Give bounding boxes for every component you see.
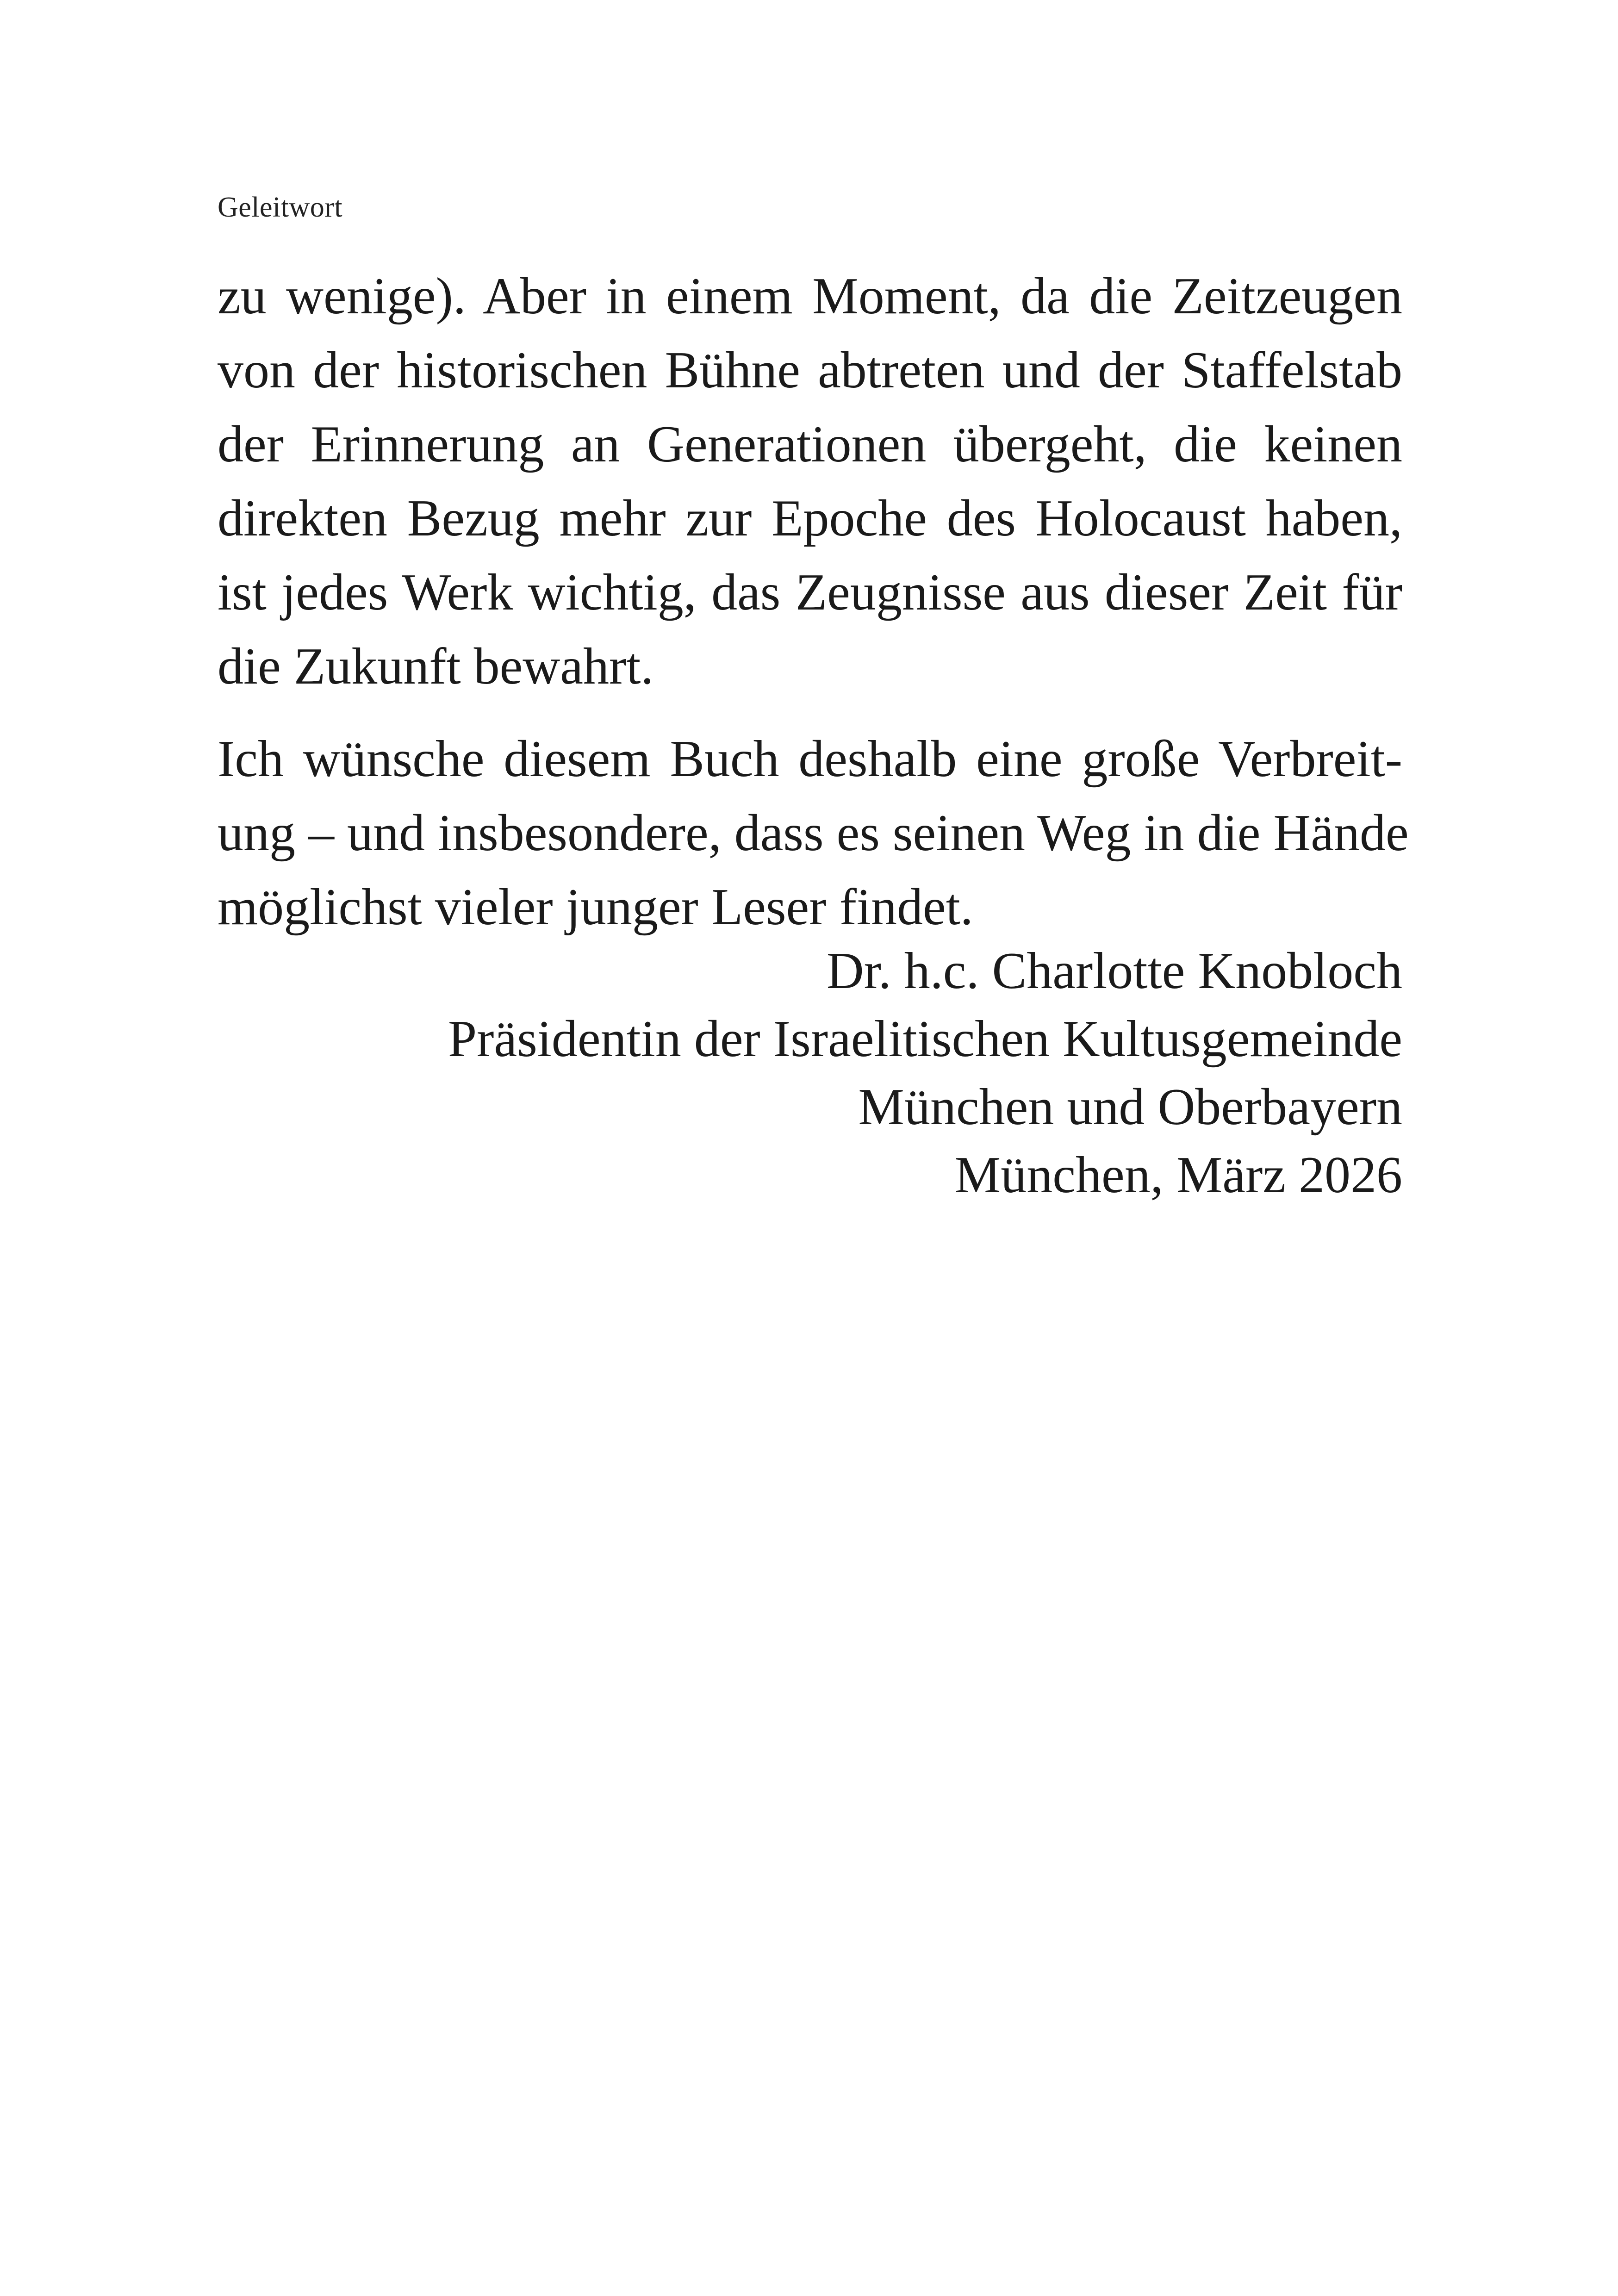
text-line: ung – und insbesondere, dass es seinen Weg in die Hände bbox=[218, 804, 1409, 862]
signature-block bbox=[218, 937, 1402, 1209]
text-line: direkten Bezug mehr zur Epoche des Holocaust haben, bbox=[218, 490, 1402, 547]
text-line: ist jedes Werk wichtig, das Zeugnisse aus dieser Zeit für bbox=[218, 564, 1402, 621]
paragraph-2 bbox=[218, 722, 1409, 944]
running-header: Geleitwort bbox=[218, 192, 343, 223]
text-line: möglichst vieler junger Leser findet. bbox=[218, 878, 973, 936]
signatory-title: Präsidentin der Israelitischen Kultusgemeinde bbox=[448, 1010, 1402, 1068]
paragraph-1 bbox=[218, 259, 1402, 703]
body-text bbox=[218, 259, 1409, 963]
text-line: zu wenige). Aber in einem Moment, da die Zeitzeugen bbox=[218, 268, 1402, 325]
signatory-name: Dr. h.c. Charlotte Knobloch bbox=[826, 942, 1402, 1000]
text-line: von der historischen Bühne abtreten und der Staffelstab bbox=[218, 342, 1402, 399]
text-line: die Zukunft bewahrt. bbox=[218, 638, 654, 695]
signatory-organization: München und Oberbayern bbox=[858, 1078, 1402, 1136]
place-and-date: München, März 2026 bbox=[954, 1146, 1402, 1204]
text-line: Ich wünsche diesem Buch deshalb eine große Verbreit- bbox=[218, 730, 1402, 788]
text-line: der Erinnerung an Generationen übergeht, die keinen bbox=[218, 416, 1402, 473]
